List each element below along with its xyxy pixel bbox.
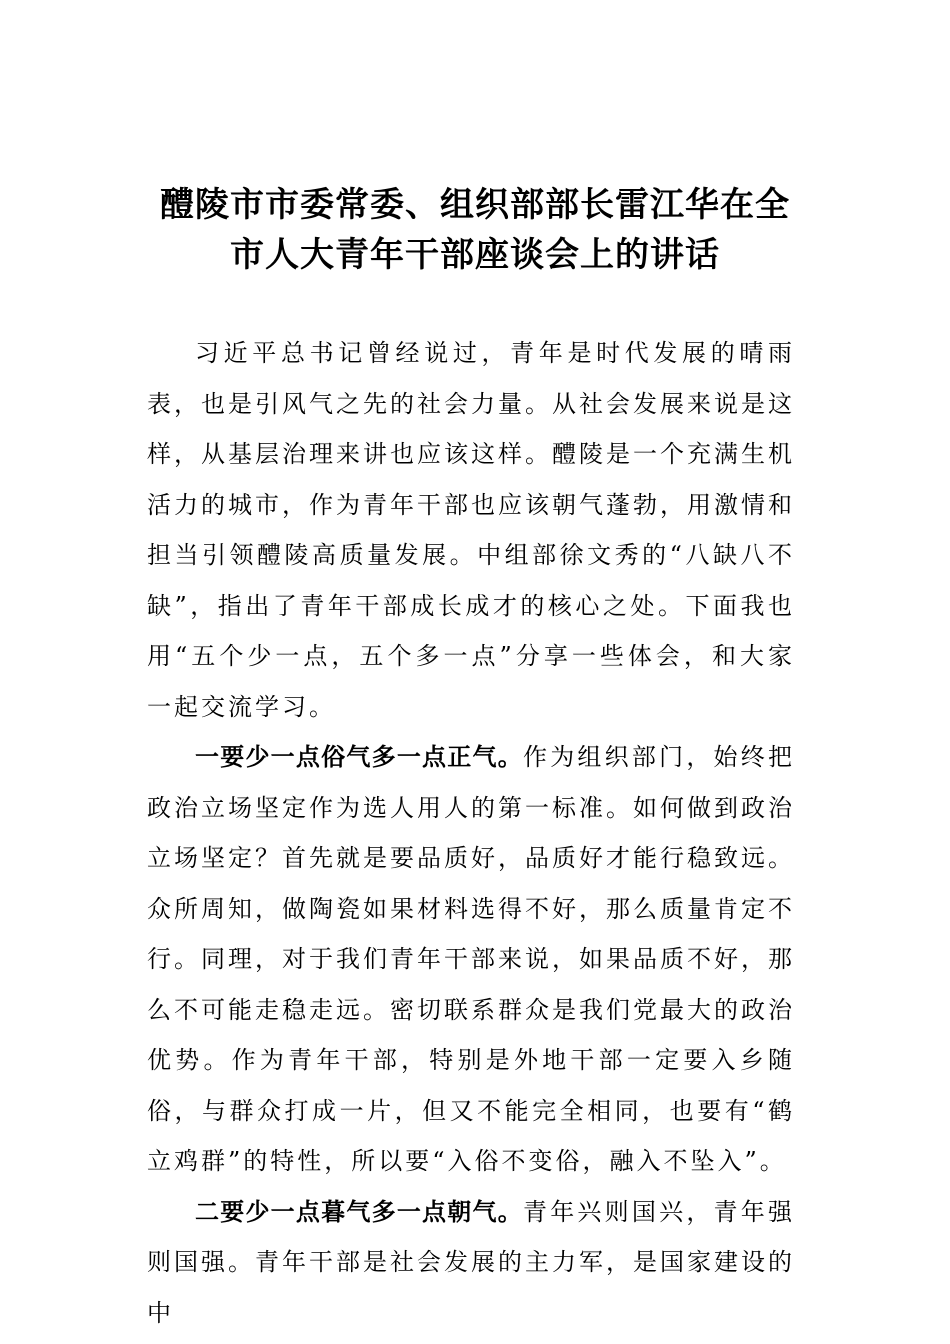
- section-1-heading: 一要少一点俗气多一点正气。: [195, 743, 523, 771]
- title-line-2: 市人大青年干部座谈会上的讲话: [230, 235, 720, 275]
- paragraph-section-2: [147, 1187, 795, 1339]
- paragraph-intro-text: 习近平总书记曾经说过，青年是时代发展的晴雨表，也是引风气之先的社会力量。从社会发展来说是这样，从基层治理来讲也应该这样。醴陵是一个充满生机活力的城市，作为青年干部也应该朝气蓬勃，用激情和担当引领醴陵高质量发展。中组部徐文秀的“八缺八不缺”，指出了青年干部成长成才的核心之处。下面我也用“五个少一点，五个多一点”分享一些体会，和大家一起交流学习。: [147, 339, 795, 721]
- section-2-heading: 二要少一点暮气多一点朝气。: [195, 1197, 523, 1226]
- paragraph-section-1: [147, 732, 795, 1187]
- section-1-text: 作为组织部门，始终把政治立场坚定作为选人用人的第一标准。如何做到政治立场坚定？首先就是要品质好，品质好才能行稳致远。众所周知，做陶瓷如果材料选得不好，那么质量肯定不行。同理，对于我们青年干部来说，如果品质不好，那么不可能走稳走远。密切联系群众是我们党最大的政治优势。作为青年干部，特别是外地干部一定要入乡随俗，与群众打成一片，但又不能完全相同，也要有“鹤立鸡群”的特性，所以要“入俗不变俗，融入不坠入”。: [147, 743, 796, 1175]
- title-line-1: 醴陵市市委常委、组织部部长雷江华在全: [160, 185, 790, 225]
- paragraph-intro: [147, 328, 795, 732]
- document-body: [147, 328, 795, 1338]
- document-title: [140, 180, 810, 280]
- section-2-text: 青年兴则国兴，青年强则国强。青年干部是社会发展的主力军，是国家建设的中: [147, 1197, 796, 1327]
